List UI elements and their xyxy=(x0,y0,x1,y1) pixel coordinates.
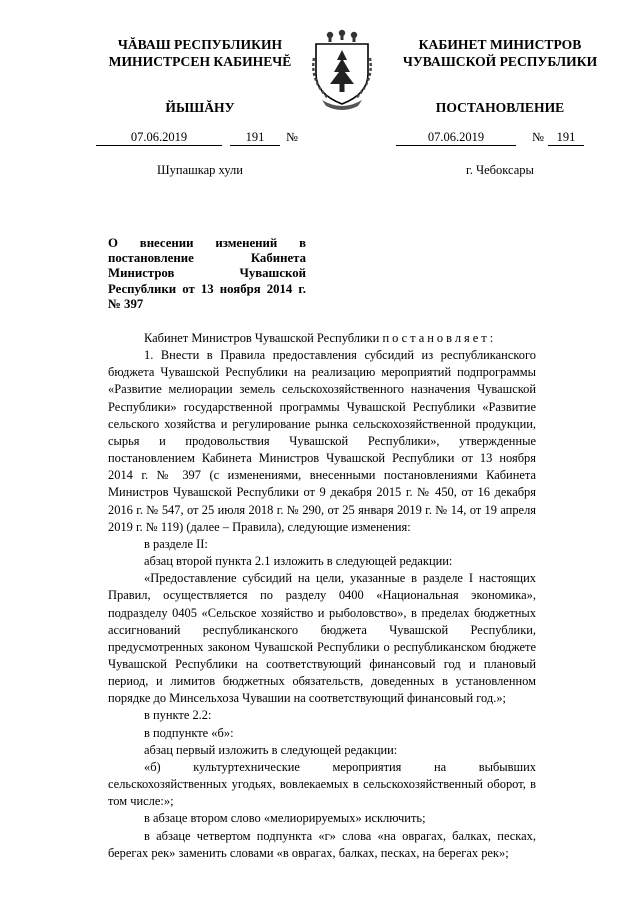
header-right-doc-type: ПОСТАНОВЛЕНИЕ xyxy=(435,100,565,115)
coat-of-arms-emblem xyxy=(308,28,376,112)
header-right-line2: ЧУВАШСКОЙ РЕСПУБЛИКИ xyxy=(402,54,598,69)
header-left-line1: ЧĂВАШ РЕСПУБЛИКИН xyxy=(117,37,283,52)
right-number: 191 xyxy=(548,130,584,146)
body-paragraph: абзац второй пункта 2.1 изложить в следующей редакции: xyxy=(144,554,453,569)
left-number: 191 xyxy=(230,130,280,146)
place-left: Шупашкар хули xyxy=(157,163,243,177)
left-number-sign: № xyxy=(286,130,298,144)
right-number-sign: № xyxy=(532,130,544,144)
place-right: г. Чебоксары xyxy=(466,163,534,177)
left-date-number-line xyxy=(96,130,316,146)
body-paragraph: 1. Внести в Правила предоставления субсидий из республиканского бюджета Чувашской Республики на реализацию мероприятий подпрограммы «Развитие мелиорации земель сельскохозяйственного назначения Чувашской Республики» государственной программы Чувашской Республики «Развитие сельского хозяйства и регулирование рынка сельскохозяйственной продукции, сырья и продовольствия Чувашской Республики», утвержденные постановлением Кабинета Министров Чувашской Республики от 13 ноября 2014 г. № 397 (с изменениями, внесенными постановлениями Кабинета Министров Чувашской Республики от 9 декабря 2015 г. № 450, от 16 декабря 2016 г. № 547, от 25 июля 2018 г. № 290, от 25 января 2019 г. № 14, от 19 апреля 2019 г. № 119) (далее – Правила), следующие изменения: xyxy=(108,348,536,534)
body-paragraph: в подпункте «б»: xyxy=(144,725,234,740)
header-right-line1: КАБИНЕТ МИНИСТРОВ xyxy=(418,37,582,52)
body-paragraph: «б) культуртехнические мероприятия на выбывших сельскохозяйственных угодьях, вовлекаемых в сельскохозяйственный оборот, в том числе:»; xyxy=(108,759,536,809)
intro-verb: постановляет: xyxy=(382,331,497,345)
body-paragraph: «Предоставление субсидий на цели, указанные в разделе I настоящих Правил, осуществляется по разделу 0400 «Национальная экономика», подразделу 0405 «Сельское хозяйство и рыболовство», в пределах бюджетных ассигнований республиканского бюджета Чувашской Республики, предусмотренных законом Чувашской Республики о республиканском бюджете Чувашской Республики на соответствующий финансовый год и плановый период, и лимитов бюджетных обязательств, доведенных в установленном порядке до Минсельхоза Чувашии на соответствующий финансовый год.»; xyxy=(108,571,536,706)
body-paragraph: в разделе II: xyxy=(144,536,208,551)
document-body xyxy=(108,330,536,862)
right-date-number-line xyxy=(396,130,596,146)
left-date: 07.06.2019 xyxy=(96,130,222,146)
document-title: О внесении изменений в постановление Кабинета Министров Чувашской Республики от 13 ноября 2014 г. № 397 xyxy=(108,236,306,311)
right-date: 07.06.2019 xyxy=(396,130,516,146)
header-left-block xyxy=(100,36,300,70)
header-left-doc-type: ЙЫШĂНУ xyxy=(165,100,235,115)
body-paragraph: в абзаце втором слово «мелиорируемых» исключить; xyxy=(144,811,426,826)
intro-paragraph xyxy=(108,330,536,347)
header-left-line2: МИНИСТРСЕН КАБИНЕЧĔ xyxy=(108,54,292,69)
body-paragraph: в пункте 2.2: xyxy=(144,708,212,723)
body-paragraph: в абзаце четвертом подпункта «г» слова «на оврагах, балках, песках, берегах рек» заменить словами «в оврагах, балках, песках, на берегах рек»; xyxy=(108,828,536,860)
body-paragraph: абзац первый изложить в следующей редакции: xyxy=(144,742,398,757)
intro-subject: Кабинет Министров Чувашской Республики xyxy=(144,331,383,345)
header-right-block xyxy=(392,36,608,70)
